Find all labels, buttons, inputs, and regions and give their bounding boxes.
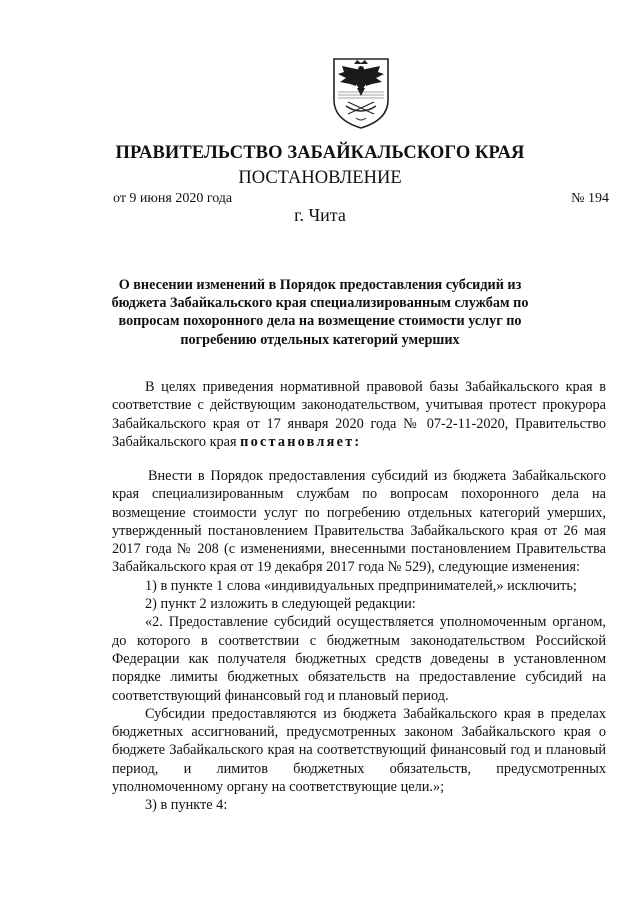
- item-2: 2) пункт 2 изложить в следующей редакции:: [145, 596, 416, 613]
- document-subject: О внесении изменений в Порядок предоставления субсидий из бюджета Забайкальского края специализированным службам по вопросам похоронного дела на возмещение стоимости услуг по погребению отдельных категорий умерших: [111, 277, 529, 348]
- quote-paragraph-1: «2. Предоставление субсидий осуществляется уполномоченным органом, до которого в соответствии с бюджетным законодательством Российской Федерации как получателя бюджетных средств доведены в установленном порядке лимиты бюджетных обязательств на предоставление субсидий на соответствующий финансовый год и плановый период.: [112, 614, 606, 704]
- resolution-word: постановляет:: [240, 433, 362, 450]
- item-1: 1) в пункте 1 слова «индивидуальных предпринимателей,» исключить;: [145, 577, 577, 594]
- document-date: от 9 июня 2020 года: [113, 191, 233, 206]
- document-type: ПОСТАНОВЛЕНИЕ: [238, 168, 402, 188]
- document-city: г. Чита: [294, 205, 346, 225]
- intro-paragraph: Внести в Порядок предоставления субсидий из бюджета Забайкальского края специализированным службам по вопросам похоронного дела на возмещение стоимости услуг по погребению отдельных категорий умерших, утвержденный постановлением Правительства Забайкальского края от 26 мая 2017 года № 208 (с изменениями, внесенными постановлением Правительства Забайкальского края от 19 декабря 2017 года № 529), следующие изменения:: [112, 468, 606, 576]
- preamble-text: В целях приведения нормативной правовой базы Забайкальского края в соответствие с действующим законодательством, учитывая протест прокурора Забайкальского края от 17 января 2020 года № 07-2-11-2020, Правительство Забайкальского края: [112, 379, 606, 450]
- document-number: № 194: [571, 191, 609, 206]
- item-3: 3) в пункте 4:: [145, 797, 228, 814]
- preamble: [112, 378, 606, 451]
- government-title: ПРАВИТЕЛЬСТВО ЗАБАЙКАЛЬСКОГО КРАЯ: [115, 143, 525, 163]
- zabaykalsky-coat-of-arms-icon: [330, 56, 392, 130]
- quote-paragraph-2: Субсидии предоставляются из бюджета Забайкальского края в пределах бюджетных ассигнований, предусмотренных законом Забайкальского края о бюджете Забайкальского края на соответствующий финансовый год и плановый период, и лимитов бюджетных обязательств, предусмотренных уполномоченному органу на соответствующие цели.»;: [112, 705, 606, 796]
- document-body: [112, 467, 606, 815]
- preamble-paragraph: [112, 378, 606, 451]
